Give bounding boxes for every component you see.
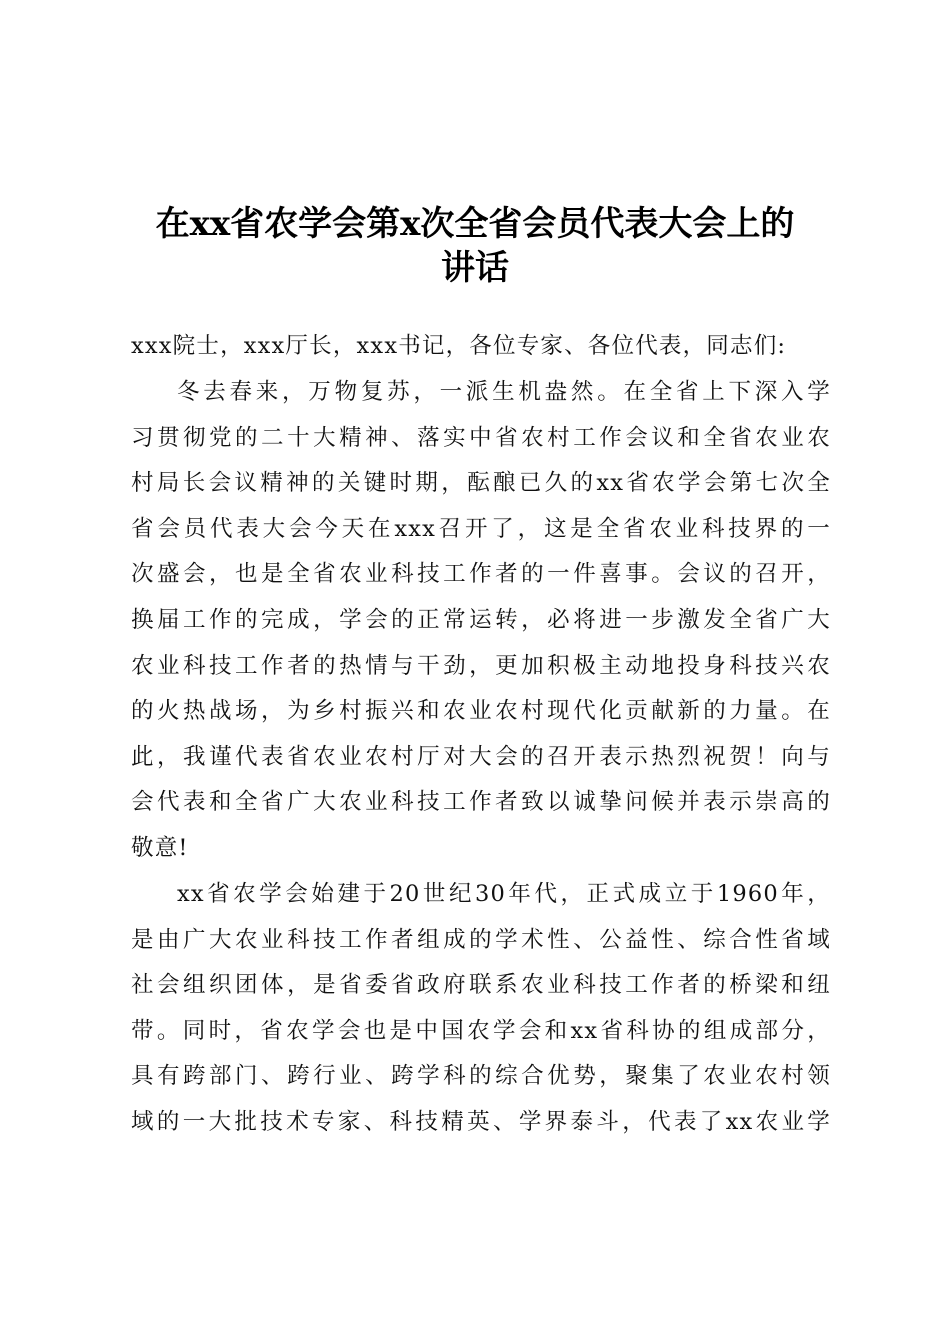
paragraph-2-line: 域的一大批技术专家、科技精英、学界泰斗，代表了xx农业学 (131, 1108, 831, 1135)
paragraph-2 (131, 872, 831, 1146)
paragraph-1-line: 冬去春来，万物复苏，一派生机盎然。在全省上下深入学 (177, 379, 831, 405)
paragraph-2-line: xx省农学会始建于20世纪30年代，正式成立于1960年， (177, 881, 831, 907)
paragraph-1 (131, 370, 831, 872)
paragraph-1-line: 村局长会议精神的关键时期，酝酿已久的xx省农学会第七次全 (131, 470, 831, 497)
paragraph-1-line: 次盛会，也是全省农业科技工作者的一件喜事。会议的召开， (131, 561, 831, 588)
paragraph-2-line: 带。同时，省农学会也是中国农学会和xx省科协的组成部分， (131, 1017, 831, 1044)
paragraph-1-line: 敬意! (131, 834, 189, 861)
document-title-line-2: 讲话 (441, 248, 509, 288)
paragraph-2-line: 社会组织团体，是省委省政府联系农业科技工作者的桥梁和纽 (131, 972, 831, 999)
paragraph-1-line: 的火热战场，为乡村振兴和农业农村现代化贡献新的力量。在 (131, 698, 831, 725)
paragraph-1-line: 省会员代表大会今天在xxx召开了，这是全省农业科技界的一 (131, 515, 831, 542)
salutation (131, 324, 831, 370)
paragraph-1-line: 习贯彻党的二十大精神、落实中省农村工作会议和全省农业农 (131, 424, 831, 451)
paragraph-1-line: 换届工作的完成，学会的正常运转，必将进一步激发全省广大 (131, 606, 831, 633)
paragraph-2-line: 是由广大农业科技工作者组成的学术性、公益性、综合性省域 (131, 926, 831, 953)
paragraph-1-line: 此，我谨代表省农业农村厅对大会的召开表示热烈祝贺！向与 (131, 743, 831, 770)
paragraph-1-line: 农业科技工作者的热情与干劲，更加积极主动地投身科技兴农 (131, 652, 831, 679)
document-title-line-1: 在xx省农学会第x次全省会员代表大会上的 (155, 204, 795, 244)
paragraph-1-line: 会代表和全省广大农业科技工作者致以诚挚问候并表示崇高的 (131, 789, 831, 816)
paragraph-2-line: 具有跨部门、跨行业、跨学科的综合优势，聚集了农业农村领 (131, 1063, 831, 1090)
salutation-line: xxx院士，xxx厅长，xxx书记，各位专家、各位代表，同志们: (131, 333, 787, 359)
